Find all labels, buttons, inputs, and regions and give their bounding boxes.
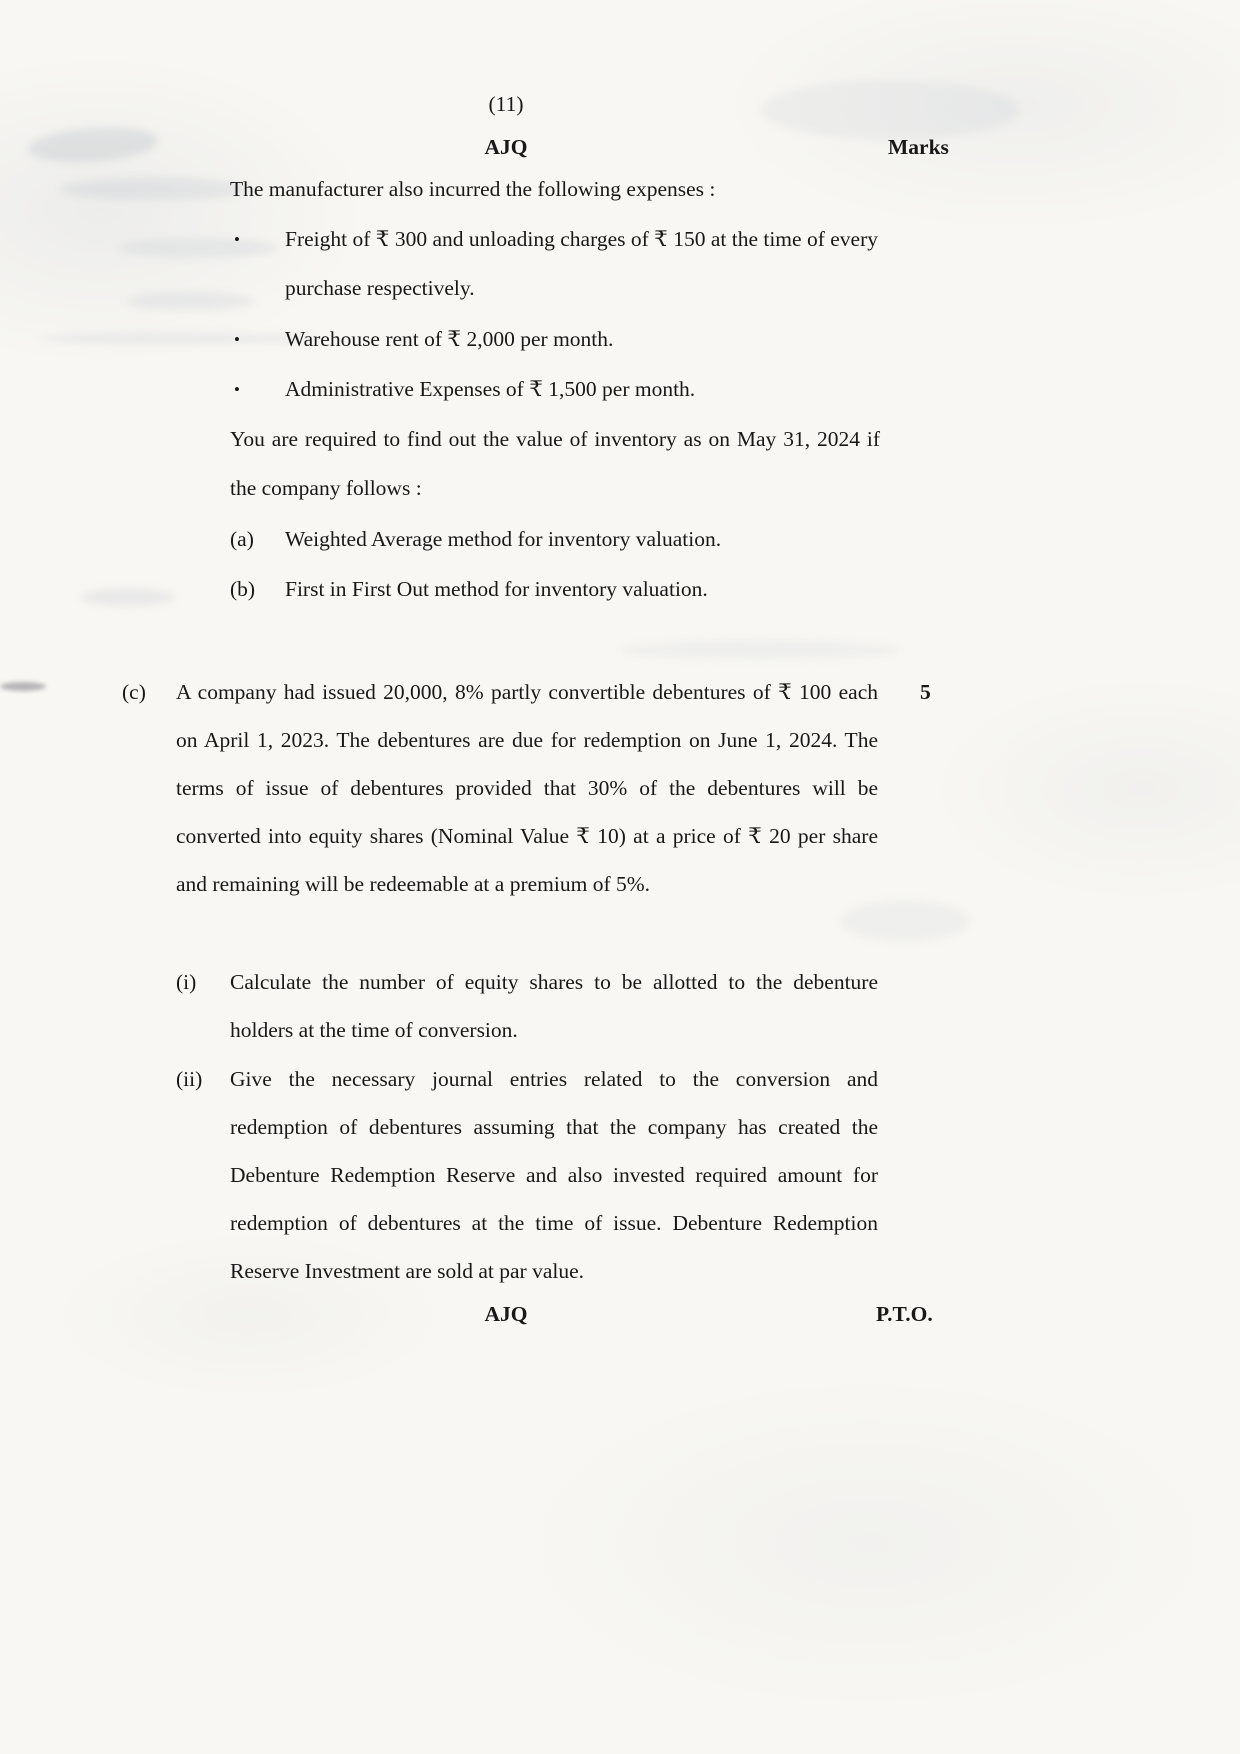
- bullet-item: [232, 365, 887, 414]
- bleed-through-artifact: [620, 640, 900, 660]
- bullet-item: [232, 315, 887, 364]
- subpart-label: (ii): [176, 1067, 203, 1091]
- subpart-ii: [176, 1055, 878, 1295]
- bleed-through-artifact: [80, 588, 175, 606]
- option-label: (b): [230, 577, 256, 601]
- option-label: (a): [230, 527, 254, 551]
- question-c: [122, 668, 878, 908]
- question-c-label: (c): [122, 680, 146, 704]
- subpart-text: Calculate the number of equity shares to be allotted to the debenture holders at the time of conversion.: [230, 970, 878, 1042]
- intro-text: The manufacturer also incurred the following expenses :: [230, 177, 716, 201]
- requirement-text: You are required to find out the value of inventory as on May 31, 2024 if the company follows :: [230, 427, 880, 500]
- question-c-text: A company had issued 20,000, 8% partly convertible debentures of ₹ 100 each on April 1, 2023. The debentures are due for redemption on June 1, 2024. The terms of issue of debentures provided that 30% of the debentures will be converted into equity shares (Nominal Value ₹ 10) at a price of ₹ 20 per share and remaining will be redeemable at a premium of 5%.: [176, 680, 878, 896]
- subpart-label: (i): [176, 970, 197, 994]
- bullet-icon: •: [234, 380, 240, 399]
- question-c-marks: 5: [920, 680, 931, 704]
- bullet-icon: •: [234, 330, 240, 349]
- subpart-i: [176, 958, 878, 1054]
- bullet-text: Warehouse rent of ₹ 2,000 per month.: [285, 327, 614, 351]
- page-number: (11): [488, 92, 524, 116]
- paper-code-header: AJQ: [484, 135, 528, 159]
- bullet-item: [232, 215, 887, 313]
- bullet-text: Freight of ₹ 300 and unloading charges of ₹ 150 at the time of every purchase respectively.: [285, 227, 878, 300]
- option-text: Weighted Average method for inventory valuation.: [285, 527, 722, 551]
- bleed-through-artifact: [60, 178, 250, 200]
- bleed-through-artifact: [0, 682, 46, 691]
- marks-column-header: Marks: [888, 135, 949, 159]
- option-item-b: [230, 565, 708, 614]
- bullet-text: Administrative Expenses of ₹ 1,500 per month.: [285, 377, 696, 401]
- paper-code-footer: AJQ: [484, 1302, 528, 1326]
- subpart-text: Give the necessary journal entries related to the conversion and redemption of debentures assuming that the company has created the Debenture Redemption Reserve and also invested required amount for redemption of debentures at the time of issue. Debenture Redemption Reserve Investment are sold at par value.: [230, 1067, 878, 1283]
- option-text: First in First Out method for inventory valuation.: [285, 577, 708, 601]
- bullet-icon: •: [234, 230, 240, 249]
- pto-label: P.T.O.: [876, 1302, 933, 1326]
- option-item-a: [230, 515, 721, 564]
